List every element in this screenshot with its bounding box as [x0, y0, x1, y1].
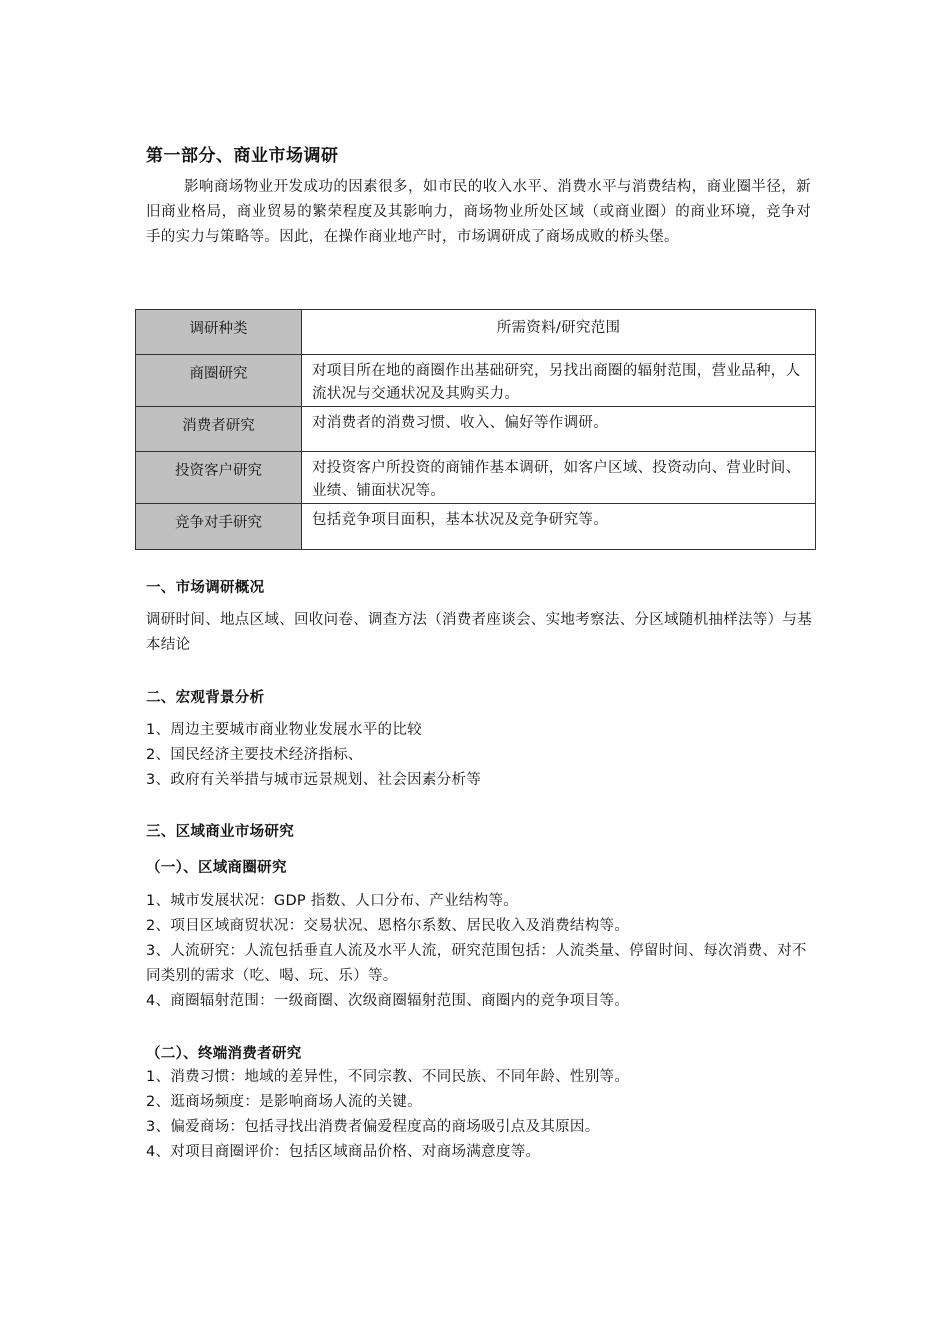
- list-item: 1、周边主要城市商业物业发展水平的比较: [146, 722, 422, 738]
- header-desc-cell: 所需资料/研究范围: [302, 310, 816, 355]
- section3-title: 三、区域商业市场研究: [146, 824, 294, 840]
- row-kind-cell: 商圈研究: [136, 355, 302, 407]
- research-type-table: [135, 309, 816, 550]
- section2-title: 二、宏观背景分析: [146, 690, 265, 706]
- list-item: 1、城市发展状况：GDP 指数、人口分布、产业结构等。: [146, 893, 519, 909]
- list-item: 2、逛商场频度：是影响商场人流的关键。: [146, 1094, 422, 1110]
- section1-text: 调研时间、地点区域、回收问卷、调查方法（消费者座谈会、实地考察法、分区域随机抽样法等）与基本结论: [146, 612, 812, 653]
- list-item: 1、消费习惯：地域的差异性，不同宗教、不同民族、不同年龄、性别等。: [146, 1069, 630, 1085]
- subsection2-list: [146, 1065, 814, 1165]
- subsection1-list: [146, 889, 814, 1014]
- subsection1-title: （一）、区域商圈研究: [146, 860, 287, 876]
- row-kind-cell: 竞争对手研究: [136, 504, 302, 550]
- list-item: 4、对项目商圈评价：包括区域商品价格、对商场满意度等。: [146, 1144, 541, 1160]
- list-item: 3、偏爱商场：包括寻找出消费者偏爱程度高的商场吸引点及其原因。: [146, 1119, 600, 1135]
- row-kind-cell: 消费者研究: [136, 407, 302, 452]
- section2-list: [146, 718, 814, 793]
- table-row: [136, 452, 816, 504]
- table-row: [136, 407, 816, 452]
- subsection2-title: （二）、终端消费者研究: [146, 1046, 302, 1062]
- list-item: 4、商圈辐射范围：一级商圈、次级商圈辐射范围、商圈内的竞争项目等。: [146, 993, 630, 1009]
- row-desc-cell: 对投资客户所投资的商铺作基本调研，如客户区域、投资动向、营业时间、业绩、铺面状况等。: [302, 452, 816, 504]
- part-title: 第一部分、商业市场调研: [146, 146, 339, 166]
- table-header-row: [136, 310, 816, 355]
- section1-title: 一、市场调研概况: [146, 580, 265, 596]
- row-desc-cell: 对消费者的消费习惯、收入、偏好等作调研。: [302, 407, 816, 452]
- row-kind-cell: 投资客户研究: [136, 452, 302, 504]
- table-row: [136, 504, 816, 550]
- row-desc-cell: 对项目所在地的商圈作出基础研究，另找出商圈的辐射范围，营业品种，人流状况与交通状况及其购买力。: [302, 355, 816, 407]
- table-row: [136, 355, 816, 407]
- list-item: 2、项目区域商贸状况：交易状况、恩格尔系数、居民收入及消费结构等。: [146, 918, 630, 934]
- intro-paragraph: 影响商场物业开发成功的因素很多，如市民的收入水平、消费水平与消费结构，商业圈半径，新旧商业格局，商业贸易的繁荣程度及其影响力，商场物业所处区域（或商业圈）的商业环境，竞争对手的实力与策略等。因此，在操作商业地产时，市场调研成了商场成败的桥头堡。: [146, 179, 811, 245]
- header-kind-cell: 调研种类: [136, 310, 302, 355]
- list-item: 2、国民经济主要技术经济指标、: [146, 747, 363, 763]
- list-item: 3、人流研究：人流包括垂直人流及水平人流，研究范围包括：人流类量、停留时间、每次消费、对不同类别的需求（吃、喝、玩、乐）等。: [146, 943, 807, 984]
- list-item: 3、政府有关举措与城市远景规划、社会因素分析等: [146, 772, 482, 788]
- row-desc-cell: 包括竞争项目面积，基本状况及竞争研究等。: [302, 504, 816, 550]
